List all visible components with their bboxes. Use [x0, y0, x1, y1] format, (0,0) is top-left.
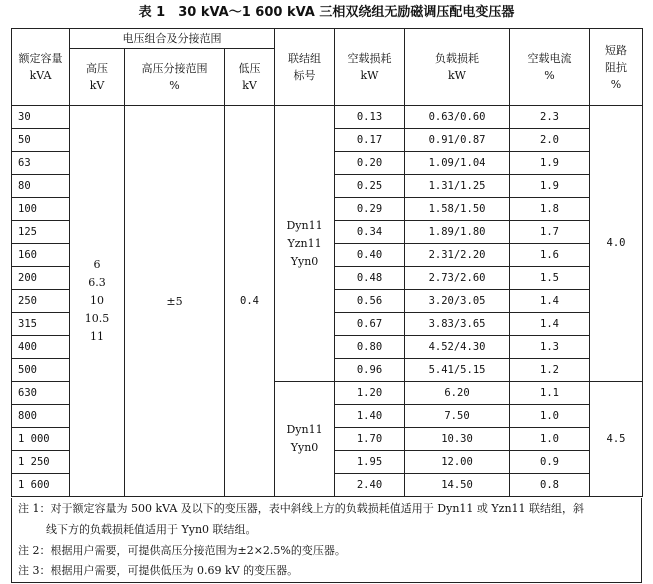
capacity-cell: 800: [12, 405, 70, 428]
header-no-load-loss-name: 空载损耗: [347, 52, 392, 65]
header-vector-group: [275, 29, 335, 106]
no-load-loss-cell: 0.29: [335, 198, 405, 221]
header-impedance-line2: 阻抗: [605, 60, 628, 74]
no-load-current-cell: 1.8: [510, 198, 590, 221]
no-load-current-cell: 1.4: [510, 313, 590, 336]
capacity-cell: 1 600: [12, 474, 70, 497]
no-load-current-cell: 2.3: [510, 106, 590, 129]
capacity-cell: 250: [12, 290, 70, 313]
load-loss-cell: 1.58/1.50: [405, 198, 510, 221]
no-load-loss-cell: 0.20: [335, 152, 405, 175]
impedance-cell-2: 4.5: [590, 382, 643, 497]
header-load-loss-name: 负载损耗: [435, 52, 480, 65]
no-load-current-cell: 1.0: [510, 405, 590, 428]
no-load-loss-cell: 0.34: [335, 221, 405, 244]
header-tap-range: [125, 49, 225, 106]
capacity-cell: 315: [12, 313, 70, 336]
notes-box: [11, 498, 642, 583]
load-loss-cell: 10.30: [405, 428, 510, 451]
header-tap-range-unit: %: [169, 79, 180, 92]
transformer-table: [11, 28, 643, 497]
lv-cell: 0.4: [225, 106, 275, 497]
hv-cell-line-5: 11: [90, 330, 104, 343]
no-load-current-cell: 1.6: [510, 244, 590, 267]
no-load-loss-cell: 1.40: [335, 405, 405, 428]
header-voltage-group: 电压组合及分接范围: [70, 29, 275, 49]
note-2: 注 2：根据用户需要，可提供高压分接范围为±2×2.5%的变压器。: [18, 544, 346, 557]
load-loss-cell: 5.41/5.15: [405, 359, 510, 382]
no-load-loss-cell: 2.40: [335, 474, 405, 497]
capacity-cell: 100: [12, 198, 70, 221]
header-no-load-current-name: 空载电流: [527, 52, 572, 65]
header-hv-unit: kV: [89, 79, 105, 92]
capacity-cell: 400: [12, 336, 70, 359]
load-loss-cell: 0.63/0.60: [405, 106, 510, 129]
header-capacity: [12, 29, 70, 106]
no-load-current-cell: 1.9: [510, 152, 590, 175]
capacity-cell: 200: [12, 267, 70, 290]
load-loss-cell: 6.20: [405, 382, 510, 405]
header-load-loss-unit: kW: [448, 69, 466, 82]
capacity-cell: 160: [12, 244, 70, 267]
no-load-loss-cell: 0.25: [335, 175, 405, 198]
no-load-current-cell: 1.1: [510, 382, 590, 405]
capacity-cell: 125: [12, 221, 70, 244]
header-lv-name: 低压: [238, 62, 261, 75]
capacity-cell: 80: [12, 175, 70, 198]
capacity-cell: 50: [12, 129, 70, 152]
header-no-load-current: [510, 29, 590, 106]
load-loss-cell: 3.20/3.05: [405, 290, 510, 313]
no-load-current-cell: 1.3: [510, 336, 590, 359]
no-load-loss-cell: 0.80: [335, 336, 405, 359]
no-load-current-cell: 1.0: [510, 428, 590, 451]
vector-group-cell-1-line-3: Yyn0: [290, 254, 319, 268]
no-load-loss-cell: 0.40: [335, 244, 405, 267]
no-load-current-cell: 1.9: [510, 175, 590, 198]
load-loss-cell: 1.09/1.04: [405, 152, 510, 175]
no-load-loss-cell: 1.70: [335, 428, 405, 451]
load-loss-cell: 1.31/1.25: [405, 175, 510, 198]
vector-group-cell-1-line-1: Dyn11: [286, 218, 323, 232]
load-loss-cell: 7.50: [405, 405, 510, 428]
no-load-loss-cell: 1.95: [335, 451, 405, 474]
header-load-loss: [405, 29, 510, 106]
header-no-load-loss-unit: kW: [360, 69, 379, 82]
no-load-current-cell: 0.9: [510, 451, 590, 474]
hv-cell: [70, 106, 125, 497]
table-row: [12, 106, 643, 129]
header-lv-unit: kV: [242, 79, 257, 92]
no-load-loss-cell: 0.48: [335, 267, 405, 290]
header-tap-range-name: 高压分接范围: [141, 62, 208, 75]
header-impedance-line1: 短路: [605, 43, 628, 57]
table-title: 表 1 30 kVA～1 600 kVA 三相双绕组无励磁调压配电变压器: [138, 5, 515, 20]
no-load-current-cell: 1.5: [510, 267, 590, 290]
vector-group-cell-1: [275, 106, 335, 382]
hv-cell-line-2: 6.3: [88, 276, 106, 289]
load-loss-cell: 14.50: [405, 474, 510, 497]
no-load-loss-cell: 0.56: [335, 290, 405, 313]
load-loss-cell: 3.83/3.65: [405, 313, 510, 336]
load-loss-cell: 0.91/0.87: [405, 129, 510, 152]
vector-group-cell-2-line-2: Yyn0: [290, 441, 319, 454]
no-load-loss-cell: 1.20: [335, 382, 405, 405]
header-no-load-current-unit: %: [544, 69, 555, 82]
no-load-current-cell: 0.8: [510, 474, 590, 497]
hv-cell-line-1: 6: [93, 258, 101, 271]
load-loss-cell: 2.31/2.20: [405, 244, 510, 267]
header-vector-group-line1: 联结组: [288, 52, 322, 65]
header-capacity-name: 额定容量: [18, 52, 63, 65]
no-load-loss-cell: 0.13: [335, 106, 405, 129]
no-load-loss-cell: 0.96: [335, 359, 405, 382]
capacity-cell: 30: [12, 106, 70, 129]
header-impedance-unit: %: [610, 77, 622, 91]
vector-group-cell-2: [275, 382, 335, 497]
capacity-cell: 500: [12, 359, 70, 382]
impedance-cell-1: 4.0: [590, 106, 643, 382]
load-loss-cell: 2.73/2.60: [405, 267, 510, 290]
header-vector-group-line2: 标号: [293, 69, 316, 82]
no-load-current-cell: 1.2: [510, 359, 590, 382]
load-loss-cell: 12.00: [405, 451, 510, 474]
capacity-cell: 630: [12, 382, 70, 405]
header-impedance: [590, 29, 643, 106]
note-1-line-2: 线下方的负载损耗值适用于 Yyn0 联结组。: [46, 523, 257, 536]
capacity-cell: 63: [12, 152, 70, 175]
header-hv: [70, 49, 125, 106]
capacity-cell: 1 000: [12, 428, 70, 451]
no-load-current-cell: 1.7: [510, 221, 590, 244]
no-load-loss-cell: 0.17: [335, 129, 405, 152]
vector-group-cell-2-line-1: Dyn11: [286, 423, 323, 436]
no-load-current-cell: 2.0: [510, 129, 590, 152]
load-loss-cell: 4.52/4.30: [405, 336, 510, 359]
vector-group-cell-1-line-2: Yzn11: [287, 236, 322, 250]
header-lv: [225, 49, 275, 106]
hv-cell-line-4: 10.5: [84, 312, 110, 325]
note-1-line-1: 注 1：对于额定容量为 500 kVA 及以下的变压器，表中斜线上方的负载损耗值适用于 Dyn11 或 Yzn11 联结组，斜: [18, 502, 585, 515]
load-loss-cell: 1.89/1.80: [405, 221, 510, 244]
hv-cell-line-3: 10: [90, 294, 104, 307]
no-load-loss-cell: 0.67: [335, 313, 405, 336]
note-3: 注 3：根据用户需要，可提供低压为 0.69 kV 的变压器。: [18, 564, 299, 577]
no-load-current-cell: 1.4: [510, 290, 590, 313]
tap-range-cell: ±5: [125, 106, 225, 497]
header-hv-name: 高压: [86, 62, 108, 75]
header-capacity-unit: kVA: [29, 69, 52, 82]
header-no-load-loss: [335, 29, 405, 106]
capacity-cell: 1 250: [12, 451, 70, 474]
